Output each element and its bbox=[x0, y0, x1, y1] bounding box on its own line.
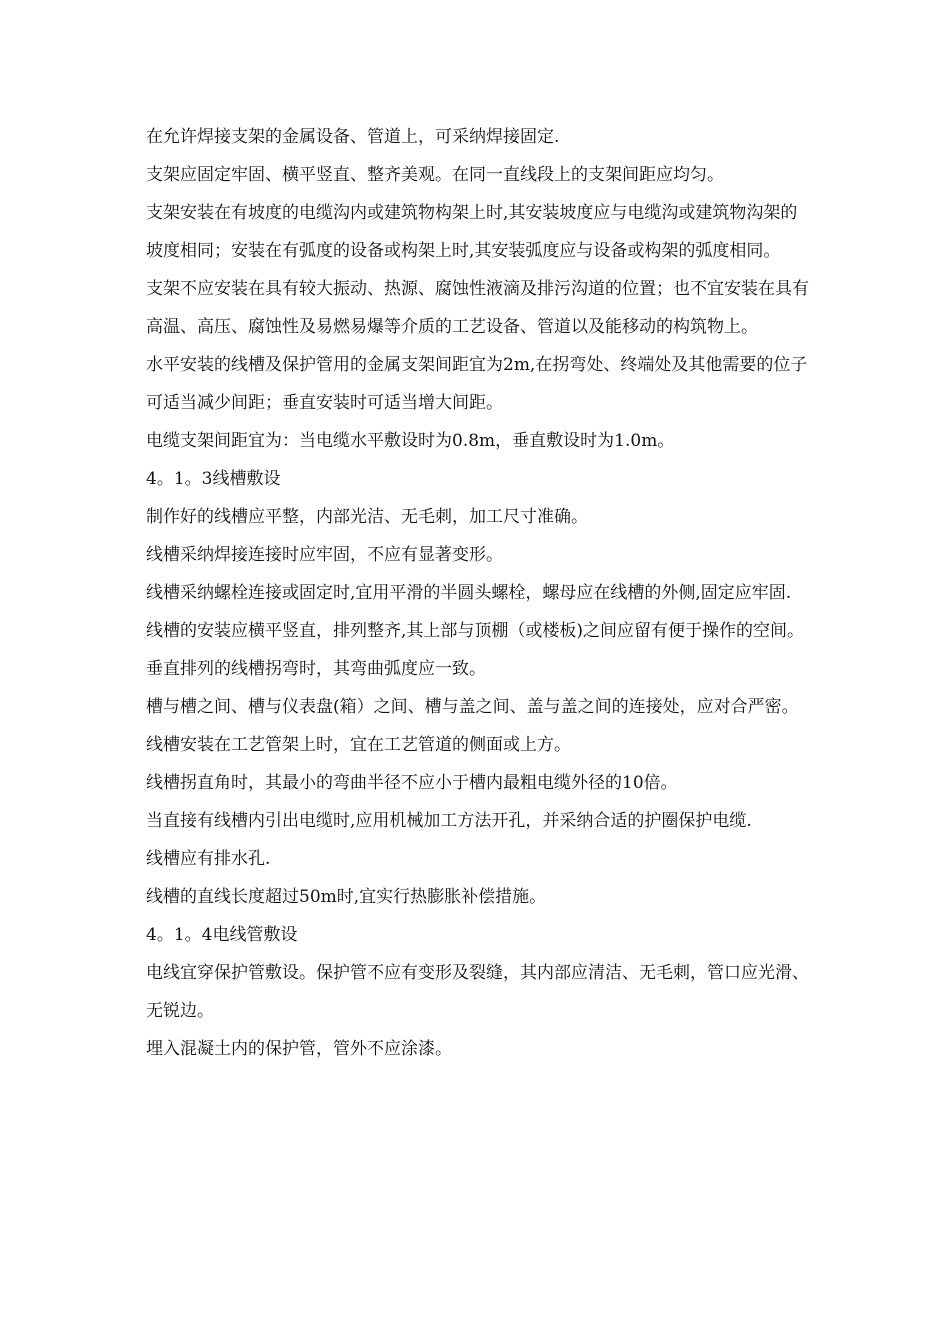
document-body bbox=[146, 118, 810, 1068]
paragraph: 电缆支架间距宜为：当电缆水平敷设时为0.8m，垂直敷设时为1.0m。 bbox=[146, 431, 675, 451]
paragraph: 线槽的安装应横平竖直，排列整齐,其上部与顶棚（或楼板)之间应留有便于操作的空间。垂直排列的线槽拐弯时，其弯曲弧度应一致。 bbox=[146, 621, 805, 679]
paragraph: 支架应固定牢固、横平竖直、整齐美观。在同一直线段上的支架间距应均匀。 bbox=[146, 165, 724, 185]
paragraph: 支架不应安装在具有较大振动、热源、腐蚀性液滴及排污沟道的位置；也不宜安装在具有高温、高压、腐蚀性及易燃易爆等介质的工艺设备、管道以及能移动的构筑物上。 bbox=[146, 279, 809, 337]
section-heading: 4。1。4电线管敷设 bbox=[146, 925, 298, 945]
paragraph: 电线宜穿保护管敷设。保护管不应有变形及裂缝，其内部应清洁、无毛刺，管口应光滑、无锐边。 bbox=[146, 963, 809, 1021]
section-heading: 4。1。3线槽敷设 bbox=[146, 469, 281, 489]
paragraph: 水平安装的线槽及保护管用的金属支架间距宜为2m,在拐弯处、终端处及其他需要的位子可适当减少间距；垂直安装时可适当增大间距。 bbox=[146, 355, 808, 413]
paragraph: 在允许焊接支架的金属设备、管道上，可采纳焊接固定. bbox=[146, 127, 560, 147]
paragraph: 埋入混凝土内的保护管，管外不应涂漆。 bbox=[146, 1039, 452, 1059]
paragraph: 线槽拐直角时，其最小的弯曲半径不应小于槽内最粗电缆外径的10倍。 bbox=[146, 773, 678, 793]
paragraph: 线槽安装在工艺管架上时，宜在工艺管道的侧面或上方。 bbox=[146, 735, 571, 755]
paragraph: 当直接有线槽内引出电缆时,应用机械加工方法开孔，并采纳合适的护圈保护电缆. bbox=[146, 811, 752, 831]
paragraph: 线槽采纳螺栓连接或固定时,宜用平滑的半圆头螺栓，螺母应在线槽的外侧,固定应牢固. bbox=[146, 583, 792, 603]
paragraph: 线槽的直线长度超过50m时,宜实行热膨胀补偿措施。 bbox=[146, 887, 547, 907]
paragraph: 线槽采纳焊接连接时应牢固，不应有显著变形。 bbox=[146, 545, 503, 565]
paragraph: 槽与槽之间、槽与仪表盘(箱）之间、槽与盖之间、盖与盖之间的连接处，应对合严密。 bbox=[146, 697, 799, 717]
paragraph: 支架安装在有坡度的电缆沟内或建筑物构架上时,其安装坡度应与电缆沟或建筑物沟架的坡度相同；安装在有弧度的设备或构架上时,其安装弧度应与设备或构架的弧度相同。 bbox=[146, 203, 798, 261]
paragraph: 制作好的线槽应平整，内部光洁、无毛刺，加工尺寸准确。 bbox=[146, 507, 588, 527]
paragraph: 线槽应有排水孔. bbox=[146, 849, 271, 869]
